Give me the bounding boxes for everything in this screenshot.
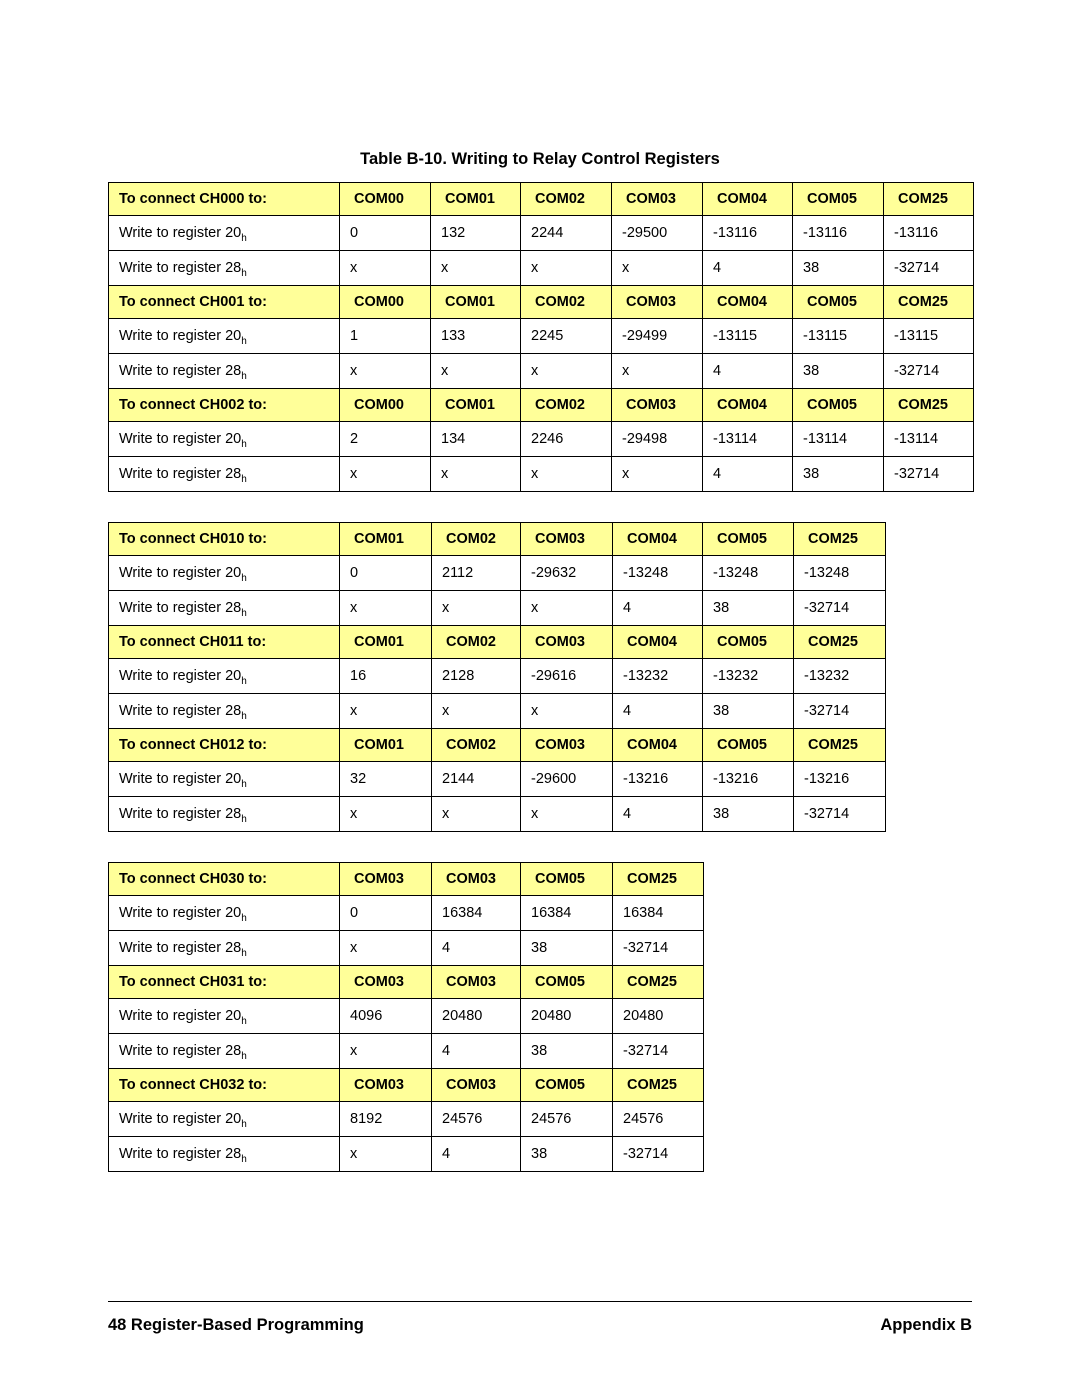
value-cell: -32714 xyxy=(884,354,974,389)
value-cell: x xyxy=(612,457,703,492)
value-cell: x xyxy=(340,1137,432,1172)
register-label: Write to register 20 xyxy=(119,905,242,921)
footer-appendix: Appendix B xyxy=(880,1316,972,1334)
column-header: COM01 xyxy=(431,286,521,319)
column-header: COM05 xyxy=(793,183,884,216)
row-label xyxy=(109,1102,340,1137)
value-cell: 38 xyxy=(703,591,794,626)
table-title: Table B-10. Writing to Relay Control Registers xyxy=(360,150,720,168)
value-cell: -32714 xyxy=(884,457,974,492)
value-cell: 4 xyxy=(703,251,793,286)
value-cell: -32714 xyxy=(613,1137,704,1172)
value-cell: x xyxy=(340,797,432,832)
hex-subscript: h xyxy=(241,676,247,687)
table-row xyxy=(109,1137,704,1172)
value-cell: 134 xyxy=(431,422,521,457)
header-row xyxy=(109,523,886,556)
header-row xyxy=(109,729,886,762)
value-cell: -13216 xyxy=(703,762,794,797)
column-header: COM05 xyxy=(793,286,884,319)
connect-label: To connect CH032 to: xyxy=(109,1069,340,1102)
hex-subscript: h xyxy=(241,336,247,347)
column-header: COM01 xyxy=(340,729,432,762)
column-header: COM04 xyxy=(703,389,793,422)
value-cell: -32714 xyxy=(794,797,886,832)
value-cell: 16 xyxy=(340,659,432,694)
value-cell: 2244 xyxy=(521,216,612,251)
column-header: COM04 xyxy=(613,523,703,556)
value-cell: 24576 xyxy=(432,1102,521,1137)
column-header: COM01 xyxy=(340,626,432,659)
column-header: COM05 xyxy=(793,389,884,422)
value-cell: 32 xyxy=(340,762,432,797)
connect-label: To connect CH002 to: xyxy=(109,389,340,422)
hex-subscript: h xyxy=(241,1119,247,1130)
register-label: Write to register 20 xyxy=(119,1111,242,1127)
header-row xyxy=(109,389,974,422)
value-cell: x xyxy=(340,931,432,966)
row-label xyxy=(109,422,340,457)
register-label: Write to register 28 xyxy=(119,703,242,719)
value-cell: x xyxy=(432,694,521,729)
value-cell: -13115 xyxy=(793,319,884,354)
value-cell: -13248 xyxy=(794,556,886,591)
value-cell: -13115 xyxy=(884,319,974,354)
value-cell: -32714 xyxy=(884,251,974,286)
column-header: COM04 xyxy=(613,626,703,659)
header-row xyxy=(109,183,974,216)
row-label xyxy=(109,457,340,492)
register-label: Write to register 28 xyxy=(119,1043,242,1059)
header-row xyxy=(109,286,974,319)
table-row xyxy=(109,354,974,389)
value-cell: 16384 xyxy=(613,896,704,931)
table-row xyxy=(109,999,704,1034)
value-cell: x xyxy=(340,354,431,389)
value-cell: 16384 xyxy=(432,896,521,931)
hex-subscript: h xyxy=(241,1051,247,1062)
column-header: COM02 xyxy=(521,389,612,422)
column-header: COM02 xyxy=(432,523,521,556)
row-label xyxy=(109,896,340,931)
hex-subscript: h xyxy=(241,573,247,584)
column-header: COM03 xyxy=(432,1069,521,1102)
row-label xyxy=(109,999,340,1034)
column-header: COM25 xyxy=(794,729,886,762)
table-row xyxy=(109,694,886,729)
value-cell: -13248 xyxy=(613,556,703,591)
row-label xyxy=(109,591,340,626)
value-cell: 4 xyxy=(432,1137,521,1172)
row-label xyxy=(109,556,340,591)
value-cell: x xyxy=(340,251,431,286)
header-row xyxy=(109,863,704,896)
value-cell: -13232 xyxy=(703,659,794,694)
value-cell: 4096 xyxy=(340,999,432,1034)
value-cell: 20480 xyxy=(521,999,613,1034)
column-header: COM04 xyxy=(613,729,703,762)
value-cell: x xyxy=(431,354,521,389)
value-cell: x xyxy=(432,591,521,626)
register-label: Write to register 20 xyxy=(119,328,242,344)
value-cell: x xyxy=(521,694,613,729)
table-row xyxy=(109,251,974,286)
connect-label: To connect CH001 to: xyxy=(109,286,340,319)
register-label: Write to register 28 xyxy=(119,260,242,276)
value-cell: 4 xyxy=(613,694,703,729)
value-cell: x xyxy=(432,797,521,832)
column-header: COM00 xyxy=(340,389,431,422)
value-cell: 38 xyxy=(521,1137,613,1172)
value-cell: 38 xyxy=(703,797,794,832)
hex-subscript: h xyxy=(241,913,247,924)
value-cell: x xyxy=(521,354,612,389)
value-cell: 8192 xyxy=(340,1102,432,1137)
connect-label: To connect CH031 to: xyxy=(109,966,340,999)
column-header: COM03 xyxy=(340,1069,432,1102)
table-row xyxy=(109,797,886,832)
footer-rule xyxy=(108,1301,972,1302)
register-label: Write to register 20 xyxy=(119,225,242,241)
table-row xyxy=(109,216,974,251)
column-header: COM05 xyxy=(703,729,794,762)
hex-subscript: h xyxy=(241,439,247,450)
connect-label: To connect CH000 to: xyxy=(109,183,340,216)
column-header: COM25 xyxy=(613,1069,704,1102)
value-cell: 38 xyxy=(793,354,884,389)
hex-subscript: h xyxy=(241,1016,247,1027)
value-cell: 16384 xyxy=(521,896,613,931)
row-label xyxy=(109,319,340,354)
value-cell: -13116 xyxy=(884,216,974,251)
hex-subscript: h xyxy=(241,371,247,382)
column-header: COM02 xyxy=(521,183,612,216)
register-label: Write to register 28 xyxy=(119,1146,242,1162)
value-cell: x xyxy=(612,251,703,286)
value-cell: x xyxy=(612,354,703,389)
register-label: Write to register 28 xyxy=(119,806,242,822)
column-header: COM03 xyxy=(521,523,613,556)
value-cell: 24576 xyxy=(521,1102,613,1137)
column-header: COM02 xyxy=(521,286,612,319)
value-cell: -13116 xyxy=(703,216,793,251)
value-cell: 2144 xyxy=(432,762,521,797)
table-row xyxy=(109,319,974,354)
value-cell: x xyxy=(521,797,613,832)
column-header: COM25 xyxy=(794,523,886,556)
column-header: COM03 xyxy=(612,183,703,216)
value-cell: -13232 xyxy=(613,659,703,694)
value-cell: x xyxy=(521,457,612,492)
row-label xyxy=(109,216,340,251)
value-cell: 0 xyxy=(340,896,432,931)
register-label: Write to register 28 xyxy=(119,363,242,379)
connect-label: To connect CH010 to: xyxy=(109,523,340,556)
row-label xyxy=(109,251,340,286)
hex-subscript: h xyxy=(241,814,247,825)
value-cell: 4 xyxy=(703,354,793,389)
value-cell: -13232 xyxy=(794,659,886,694)
value-cell: 38 xyxy=(793,457,884,492)
table-row xyxy=(109,457,974,492)
row-label xyxy=(109,1034,340,1069)
hex-subscript: h xyxy=(241,948,247,959)
column-header: COM25 xyxy=(613,966,704,999)
row-label xyxy=(109,1137,340,1172)
value-cell: -13116 xyxy=(793,216,884,251)
value-cell: 133 xyxy=(431,319,521,354)
column-header: COM00 xyxy=(340,183,431,216)
column-header: COM05 xyxy=(521,863,613,896)
connect-label: To connect CH030 to: xyxy=(109,863,340,896)
row-label xyxy=(109,354,340,389)
register-label: Write to register 28 xyxy=(119,940,242,956)
value-cell: 20480 xyxy=(613,999,704,1034)
table-row xyxy=(109,659,886,694)
value-cell: -13216 xyxy=(613,762,703,797)
value-cell: 4 xyxy=(613,591,703,626)
value-cell: 4 xyxy=(703,457,793,492)
value-cell: 0 xyxy=(340,556,432,591)
value-cell: 4 xyxy=(432,931,521,966)
column-header: COM05 xyxy=(703,523,794,556)
hex-subscript: h xyxy=(241,1154,247,1165)
column-header: COM01 xyxy=(431,183,521,216)
value-cell: -13248 xyxy=(703,556,794,591)
value-cell: 2112 xyxy=(432,556,521,591)
value-cell: x xyxy=(340,1034,432,1069)
value-cell: -29498 xyxy=(612,422,703,457)
column-header: COM25 xyxy=(884,389,974,422)
header-row xyxy=(109,966,704,999)
hex-subscript: h xyxy=(241,608,247,619)
value-cell: x xyxy=(340,694,432,729)
value-cell: -32714 xyxy=(613,1034,704,1069)
table-row xyxy=(109,896,704,931)
register-label: Write to register 20 xyxy=(119,431,242,447)
value-cell: -29632 xyxy=(521,556,613,591)
value-cell: -29616 xyxy=(521,659,613,694)
relay-table-ch03x xyxy=(108,862,704,1172)
column-header: COM02 xyxy=(432,729,521,762)
column-header: COM25 xyxy=(613,863,704,896)
column-header: COM03 xyxy=(521,626,613,659)
value-cell: 2 xyxy=(340,422,431,457)
hex-subscript: h xyxy=(241,474,247,485)
register-label: Write to register 20 xyxy=(119,1008,242,1024)
row-label xyxy=(109,659,340,694)
column-header: COM03 xyxy=(432,966,521,999)
row-label xyxy=(109,762,340,797)
value-cell: 38 xyxy=(793,251,884,286)
table-row xyxy=(109,931,704,966)
column-header: COM03 xyxy=(340,966,432,999)
column-header: COM05 xyxy=(521,966,613,999)
value-cell: 4 xyxy=(613,797,703,832)
value-cell: -13114 xyxy=(703,422,793,457)
value-cell: -13115 xyxy=(703,319,793,354)
register-label: Write to register 20 xyxy=(119,668,242,684)
register-label: Write to register 20 xyxy=(119,565,242,581)
connect-label: To connect CH011 to: xyxy=(109,626,340,659)
footer-page-section: 48 Register-Based Programming xyxy=(108,1316,364,1334)
connect-label: To connect CH012 to: xyxy=(109,729,340,762)
value-cell: -29500 xyxy=(612,216,703,251)
column-header: COM01 xyxy=(431,389,521,422)
column-header: COM03 xyxy=(612,286,703,319)
column-header: COM03 xyxy=(340,863,432,896)
value-cell: 0 xyxy=(340,216,431,251)
value-cell: 132 xyxy=(431,216,521,251)
hex-subscript: h xyxy=(241,711,247,722)
column-header: COM04 xyxy=(703,286,793,319)
register-label: Write to register 28 xyxy=(119,466,242,482)
value-cell: -29499 xyxy=(612,319,703,354)
value-cell: 38 xyxy=(521,931,613,966)
table-row xyxy=(109,422,974,457)
value-cell: 2245 xyxy=(521,319,612,354)
value-cell: 38 xyxy=(703,694,794,729)
value-cell: -13114 xyxy=(793,422,884,457)
column-header: COM03 xyxy=(432,863,521,896)
header-row xyxy=(109,626,886,659)
column-header: COM25 xyxy=(884,183,974,216)
column-header: COM03 xyxy=(612,389,703,422)
relay-table-ch01x xyxy=(108,522,886,832)
value-cell: 1 xyxy=(340,319,431,354)
row-label xyxy=(109,694,340,729)
value-cell: -32714 xyxy=(794,694,886,729)
column-header: COM25 xyxy=(794,626,886,659)
value-cell: -29600 xyxy=(521,762,613,797)
value-cell: x xyxy=(340,457,431,492)
table-row xyxy=(109,1034,704,1069)
hex-subscript: h xyxy=(241,233,247,244)
value-cell: 2246 xyxy=(521,422,612,457)
column-header: COM02 xyxy=(432,626,521,659)
row-label xyxy=(109,931,340,966)
column-header: COM01 xyxy=(340,523,432,556)
value-cell: x xyxy=(431,457,521,492)
value-cell: 38 xyxy=(521,1034,613,1069)
header-row xyxy=(109,1069,704,1102)
value-cell: x xyxy=(431,251,521,286)
column-header: COM05 xyxy=(703,626,794,659)
relay-table-ch00x xyxy=(108,182,974,492)
table-row xyxy=(109,591,886,626)
value-cell: x xyxy=(521,251,612,286)
column-header: COM05 xyxy=(521,1069,613,1102)
row-label xyxy=(109,797,340,832)
table-row xyxy=(109,1102,704,1137)
value-cell: 20480 xyxy=(432,999,521,1034)
column-header: COM00 xyxy=(340,286,431,319)
table-row xyxy=(109,556,886,591)
value-cell: x xyxy=(340,591,432,626)
value-cell: -13114 xyxy=(884,422,974,457)
value-cell: 24576 xyxy=(613,1102,704,1137)
value-cell: 2128 xyxy=(432,659,521,694)
hex-subscript: h xyxy=(241,268,247,279)
value-cell: -32714 xyxy=(613,931,704,966)
value-cell: -32714 xyxy=(794,591,886,626)
column-header: COM04 xyxy=(703,183,793,216)
value-cell: -13216 xyxy=(794,762,886,797)
value-cell: 4 xyxy=(432,1034,521,1069)
column-header: COM25 xyxy=(884,286,974,319)
register-label: Write to register 28 xyxy=(119,600,242,616)
value-cell: x xyxy=(521,591,613,626)
table-row xyxy=(109,762,886,797)
hex-subscript: h xyxy=(241,779,247,790)
column-header: COM03 xyxy=(521,729,613,762)
register-label: Write to register 20 xyxy=(119,771,242,787)
